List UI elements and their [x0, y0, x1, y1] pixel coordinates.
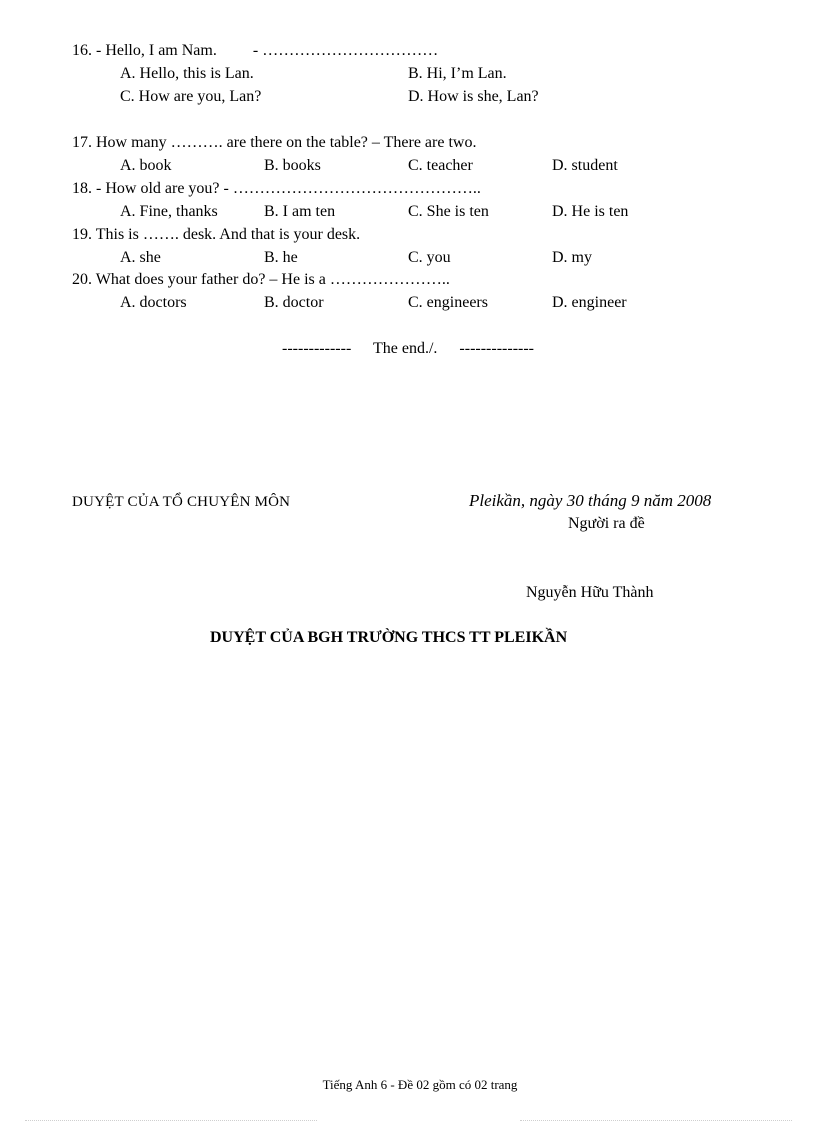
option-19-b: B. he [264, 249, 298, 266]
footer-rule-right [520, 1120, 792, 1121]
question-number: 16. [72, 42, 92, 59]
option-20-a: A. doctors [120, 294, 187, 311]
footer-text: Tiếng Anh 6 - Đề 02 gồm có 02 trang [322, 1077, 518, 1092]
option-18-a: A. Fine, thanks [120, 203, 218, 220]
page-footer [0, 1077, 816, 1093]
question-stem: How many ………. are there on the table? – There are two. [96, 134, 477, 151]
option-18-c: C. She is ten [408, 203, 489, 220]
footer-rule-left [25, 1120, 317, 1121]
author-role: Người ra đề [568, 515, 645, 532]
question-stem: This is ……. desk. And that is your desk. [95, 226, 361, 243]
question-stem: - How old are you? - ……………………………………….. [96, 180, 481, 197]
option-20-b: B. doctor [264, 294, 324, 311]
end-dashes-left: ------------- [282, 340, 352, 357]
question-stem: - Hello, I am Nam. [96, 42, 217, 59]
question-stem: What does your father do? – He is a ………………….. [95, 271, 450, 288]
question-16 [72, 41, 438, 61]
question-number: 20. [72, 271, 92, 288]
question-17 [72, 133, 476, 153]
option-17-c: C. teacher [408, 157, 473, 174]
option-19-a: A. she [120, 249, 161, 266]
end-text: The end./. [372, 340, 438, 357]
option-17-b: B. books [264, 157, 321, 174]
end-marker [0, 339, 816, 359]
author-name: Nguyễn Hữu Thành [526, 584, 654, 601]
question-20 [72, 270, 450, 290]
end-dashes-right: -------------- [459, 340, 534, 357]
option-16-d: D. How is she, Lan? [408, 88, 539, 105]
question-18 [72, 179, 481, 199]
option-19-c: C. you [408, 249, 451, 266]
board-approval-label: DUYỆT CỦA BGH TRƯỜNG THCS TT PLEIKẦN [210, 629, 568, 646]
answer-blank: - …………………………… [252, 42, 439, 59]
option-20-c: C. engineers [408, 294, 488, 311]
option-16-b: B. Hi, I’m Lan. [408, 65, 507, 82]
question-number: 17. [72, 134, 92, 151]
question-number: 18. [72, 180, 92, 197]
question-19 [72, 225, 360, 245]
place-date: Pleikần, ngày 30 tháng 9 năm 2008 [469, 491, 712, 510]
option-16-c: C. How are you, Lan? [120, 88, 262, 105]
department-approval-label: DUYỆT CỦA TỔ CHUYÊN MÔN [72, 494, 291, 510]
option-20-d: D. engineer [552, 294, 627, 311]
option-19-d: D. my [552, 249, 592, 266]
option-18-d: D. He is ten [552, 203, 629, 220]
option-17-d: D. student [552, 157, 618, 174]
question-number: 19. [72, 226, 92, 243]
option-18-b: B. I am ten [264, 203, 336, 220]
option-16-a: A. Hello, this is Lan. [120, 65, 254, 82]
option-17-a: A. book [120, 157, 172, 174]
